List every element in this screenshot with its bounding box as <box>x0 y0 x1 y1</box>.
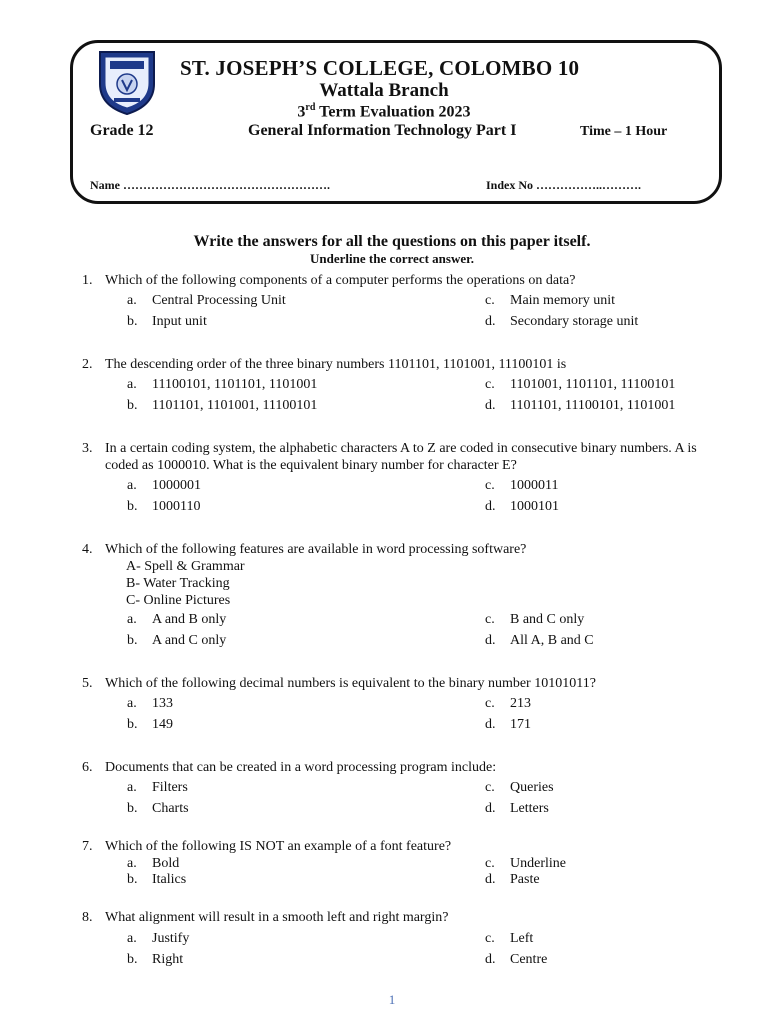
name-field[interactable]: Name ……………………………………………. <box>90 178 330 192</box>
option-text: Bold <box>152 856 180 871</box>
option-text: 1101001, 1101101, 11100101 <box>510 377 676 392</box>
question-text: Which of the following IS NOT an example of a font feature? <box>105 839 452 854</box>
question-text: What alignment will result in a smooth left and right margin? <box>105 910 449 925</box>
option-text: 1101101, 11100101, 1101001 <box>510 398 676 413</box>
option-label: a. <box>127 612 137 627</box>
question-number: 3. <box>82 441 93 456</box>
option-text: 149 <box>152 717 173 732</box>
option-label: c. <box>485 612 495 627</box>
option-text: 1000101 <box>510 499 559 514</box>
option-text: Input unit <box>152 314 207 329</box>
option-label: b. <box>127 314 138 329</box>
option-text: 1000110 <box>152 499 201 514</box>
term-title <box>0 102 768 121</box>
option-label: d. <box>485 633 496 648</box>
page-number: 1 <box>388 992 396 1007</box>
option-text: A and B only <box>152 612 227 627</box>
option-text: Centre <box>510 952 548 967</box>
option-label: d. <box>485 499 496 514</box>
question-text: Documents that can be created in a word processing program include: <box>105 760 497 775</box>
question-number: 4. <box>82 542 93 557</box>
subject-title: General Information Technology Part I <box>248 122 517 139</box>
term-rest: Term Evaluation 2023 <box>315 103 471 121</box>
option-label: d. <box>485 872 496 887</box>
question-4 <box>82 541 722 609</box>
option-text: Charts <box>152 801 189 816</box>
option-text: Justify <box>152 931 190 946</box>
option-label: d. <box>485 952 496 967</box>
question-2 <box>82 356 722 373</box>
option-text: 1000001 <box>152 478 201 493</box>
branch-name: Wattala Branch <box>319 80 449 101</box>
option-label: b. <box>127 717 138 732</box>
question-text: Which of the following features are available in word processing software? <box>105 542 527 557</box>
option-label: c. <box>485 293 495 308</box>
option-label: b. <box>127 499 138 514</box>
question-text: The descending order of the three binary numbers 1101101, 1101001, 11100101 is <box>105 357 567 372</box>
option-label: b. <box>127 633 138 648</box>
option-text: Central Processing Unit <box>152 293 286 308</box>
question-1 <box>82 272 722 289</box>
option-label: a. <box>127 856 137 871</box>
option-label: c. <box>485 931 495 946</box>
option-text: Right <box>152 952 184 967</box>
option-label: a. <box>127 931 137 946</box>
option-text: Main memory unit <box>510 293 615 308</box>
option-label: b. <box>127 872 138 887</box>
question-number: 7. <box>82 839 93 854</box>
option-label: b. <box>127 398 138 413</box>
question-3 <box>82 440 722 474</box>
question-number: 6. <box>82 760 93 775</box>
option-text: 1101101, 1101001, 11100101 <box>152 398 318 413</box>
question-6 <box>82 759 722 776</box>
option-text: Letters <box>510 801 549 816</box>
option-label: b. <box>127 801 138 816</box>
question-8 <box>82 909 722 926</box>
time-label: Time – 1 Hour <box>580 124 668 139</box>
option-label: c. <box>485 780 495 795</box>
question-text: Which of the following components of a computer performs the operations on data? <box>105 273 576 288</box>
option-text: 133 <box>152 696 173 711</box>
question-number: 2. <box>82 357 93 372</box>
option-text: Filters <box>152 780 188 795</box>
option-text: 171 <box>510 717 531 732</box>
question-number: 1. <box>82 273 93 288</box>
option-text: 11100101, 1101101, 1101001 <box>152 377 318 392</box>
option-label: c. <box>485 696 495 711</box>
grade-label: Grade 12 <box>90 122 154 139</box>
option-label: a. <box>127 478 137 493</box>
option-label: c. <box>485 377 495 392</box>
option-label: c. <box>485 856 495 871</box>
option-text: 1000011 <box>510 478 559 493</box>
index-number-field[interactable]: Index No ……………..………. <box>486 178 642 192</box>
school-name: ST. JOSEPH’S COLLEGE, COLOMBO 10 <box>180 56 580 80</box>
option-text: Left <box>510 931 534 946</box>
question-number: 5. <box>82 676 93 691</box>
question-5 <box>82 675 722 692</box>
option-label: d. <box>485 314 496 329</box>
option-text: B and C only <box>510 612 585 627</box>
option-label: a. <box>127 377 137 392</box>
option-label: a. <box>127 696 137 711</box>
question-subitems <box>126 558 722 609</box>
option-label: a. <box>127 293 137 308</box>
subitem-a: A- Spell & Grammar <box>126 559 245 574</box>
option-label: b. <box>127 952 138 967</box>
option-text: Queries <box>510 780 554 795</box>
question-number: 8. <box>82 910 93 925</box>
option-text: 213 <box>510 696 531 711</box>
subitem-c: C- Online Pictures <box>126 593 231 608</box>
question-text: In a certain coding system, the alphabetic characters A to Z are coded in consecutive binary numbers. A is coded as 1000010. What is the equivalent binary number for character E? <box>105 441 697 473</box>
option-text: A and C only <box>152 633 227 648</box>
option-text: Secondary storage unit <box>510 314 639 329</box>
instructions-main: Write the answers for all the questions on this paper itself. <box>193 233 591 250</box>
instructions-sub: Underline the correct answer. <box>310 251 474 266</box>
subitem-b: B- Water Tracking <box>126 576 230 591</box>
term-number: 3 <box>297 103 306 121</box>
option-text: Italics <box>152 872 187 887</box>
question-7 <box>82 838 722 855</box>
term-superscript: rd <box>305 102 316 113</box>
option-text: All A, B and C <box>510 633 594 648</box>
option-text: Underline <box>510 856 566 871</box>
question-text: Which of the following decimal numbers is equivalent to the binary number 10101011? <box>105 676 596 691</box>
option-label: a. <box>127 780 137 795</box>
option-label: d. <box>485 801 496 816</box>
option-label: d. <box>485 398 496 413</box>
option-label: d. <box>485 717 496 732</box>
option-text: Paste <box>510 872 540 887</box>
option-label: c. <box>485 478 495 493</box>
